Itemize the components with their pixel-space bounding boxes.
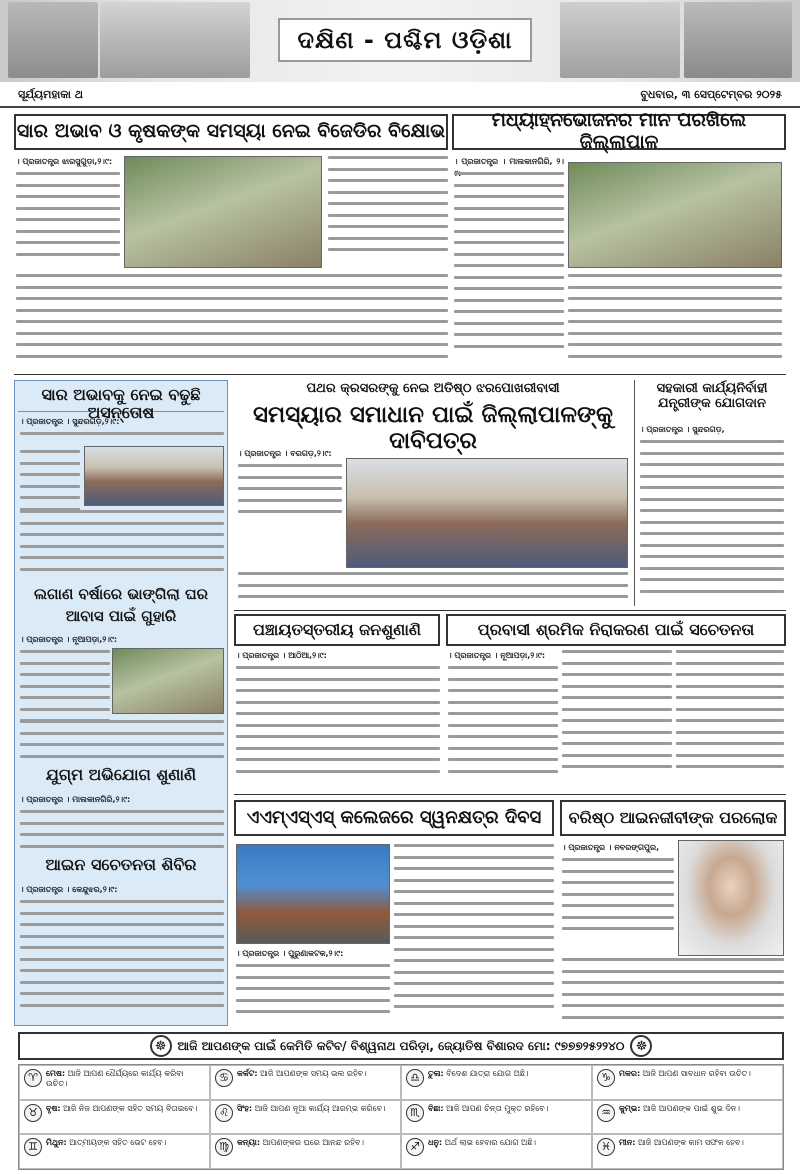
capricorn-icon: ♑ <box>597 1069 615 1087</box>
horoscope-taurus: ♉ ବୃଷ: ଆଜି ନିଜ ଆପଣଙ୍କ ସହିତ ସମୟ ବିତାଇବେ। <box>19 1100 210 1135</box>
sagittarius-icon: ♐ <box>406 1138 424 1156</box>
body-article-5 <box>640 440 784 606</box>
horoscope-leo: ♌ ସିଂହ: ଆଜି ଆପଣ ନୂଆ କାର୍ଯ୍ୟ ଆରମ୍ଭ କରିବେ। <box>210 1100 401 1135</box>
divider-a5 <box>634 380 635 606</box>
horoscope-pisces: ♓ ମୀନ: ଆଜି ଆପଣଙ୍କ କାମ ସଫଳ ହେବ। <box>592 1134 783 1169</box>
horoscope-scorpio: ♏ ବିଛା: ଆଜି ଆପଣ ଚିନ୍ତା ମୁକ୍ତ ରହିବେ। <box>401 1100 592 1135</box>
zodiac-wheel-icon-right: ☸ <box>630 1035 652 1057</box>
masthead-photo-boat <box>100 2 250 78</box>
headline-article-8: ପ୍ରବାସୀ ଶ୍ରମିକ ନିରାକରଣ ପାଇଁ ସଚେତନତା <box>446 614 786 646</box>
headline-article-6: ଲଗାଣ ବର୍ଷାରେ ଭାଙ୍ଗିଲା ଘର <box>33 585 209 603</box>
photo-article-6 <box>112 648 224 714</box>
headline-article-11: ବରିଷ୍ଠ ଆଇନଜୀବୀଙ୍କ ପରଲୋକ <box>560 800 786 836</box>
dateline-article-9: । ପ୍ରଜାତନ୍ତ୍ର । ମାଲକାନଗିରି,୨।୯: <box>20 795 131 804</box>
headline-article-10: ଏଏମ୍‌ଏସ୍‌ଏସ୍ କଲେଜରେ ସ୍ୱନକ୍ଷତ୍ର ଦିବସ <box>234 800 554 836</box>
dateline-article-8: । ପ୍ରଜାତନ୍ତ୍ର । ନୂଆପଡ଼ା,୨।୯: <box>448 651 546 660</box>
photo-article-3 <box>84 446 224 506</box>
body-article-11-col1 <box>562 858 674 948</box>
virgo-icon: ♍ <box>215 1138 233 1156</box>
kicker-article-4: ପଥର କ୍ରସରଙ୍କୁ ନେଇ ଅତିଷ୍ଠ ଝରପୋଖରୀବାସୀ <box>306 381 560 396</box>
dateline-article-12: । ପ୍ରଜାତନ୍ତ୍ର । କେନ୍ଦୁଝର,୨।୯: <box>20 885 118 894</box>
divider-mid <box>234 610 786 611</box>
leo-icon: ♌ <box>215 1104 233 1122</box>
horoscope-gemini: ♊ ମିଥୁନ: ଆତ୍ମୀୟଙ୍କ ସହିତ ଭେଟ ହେବ। <box>19 1134 210 1169</box>
body-article-4-col1 <box>238 464 342 524</box>
horoscope-aries: ♈ ମେଷ: ଆଜି ଆପଣ ଧୈର୍ଯ୍ୟରେ କାର୍ଯ୍ୟ କରିବା ଉଚିତ। <box>19 1065 210 1100</box>
dateline-article-4: । ପ୍ରଜାତନ୍ତ୍ର । ବରଗଡ଼,୨।୯: <box>238 449 332 458</box>
dateline-article-10: । ପ୍ରଜାତନ୍ତ୍ର । ପୁରୁଣାକଟକ,୨।୯: <box>236 949 344 958</box>
photo-article-11-portrait <box>678 840 784 956</box>
horoscope-libra: ♎ ତୁଳା: ବିଦେଶ ଯାତ୍ରା ଯୋଗ ଅଛି। <box>401 1065 592 1100</box>
horoscope-aquarius: ♒ କୁମ୍ଭ: ଆଜି ଆପଣଙ୍କ ପାଇଁ ଶୁଭ ଦିନ। <box>592 1100 783 1135</box>
horoscope-sagittarius: ♐ ଧନୁ: ଅର୍ଥ ଲାଭ ହେବାର ଯୋଗ ଅଛି। <box>401 1134 592 1169</box>
masthead-photo-people <box>560 2 680 78</box>
body-article-10-col2 <box>394 844 554 1024</box>
publication-date: ବୁଧବାର, ୩ ସେପ୍ଟେମ୍ବର ୨୦୨୫ <box>640 88 782 101</box>
body-article-6-bottom <box>20 720 224 760</box>
body-article-8-col1 <box>448 666 558 788</box>
horoscope-capricorn: ♑ ମକର: ଆଜି ଆପଣ ସାବଧାନ ରହିବା ଉଚିତ। <box>592 1065 783 1100</box>
dateline-bar <box>0 84 800 108</box>
divider-lower <box>234 794 786 795</box>
body-article-2-col1 <box>454 172 564 370</box>
body-article-2-col2 <box>568 274 782 370</box>
dateline-article-3: । ପ୍ରଜାତନ୍ତ୍ର । ସୁନ୍ଦରଗଡ଼,୨।୯: <box>20 417 120 426</box>
divider-top <box>14 374 786 375</box>
photo-article-10 <box>236 844 390 944</box>
headline-article-12: ଆଇନ ସଚେତନତା ଶିବିର <box>45 855 197 874</box>
masthead-photo-left <box>8 2 98 78</box>
dateline-article-1: । ପ୍ରଜାତନ୍ତ୍ର ଝାରସୁଗୁଡ଼ା,୨।୯: <box>16 157 113 166</box>
horoscope-title: ଆଜି ଆପଣଙ୍କ ପାଇଁ କେମିତି କଟିବ/ ବିଶ୍ୱନାଥ ପରିଡ଼ା, ଜ୍ୟୋତିଷ ବିଶାରଦ ମୋ: ୯୭୭୭୨୫୨୨୪୦ <box>177 1038 625 1053</box>
body-article-3-bottom <box>20 510 224 582</box>
photo-article-1 <box>124 156 322 268</box>
aries-icon: ♈ <box>24 1069 42 1087</box>
body-article-1-col1 <box>16 172 120 272</box>
body-article-7 <box>236 666 440 788</box>
body-article-1-bottom <box>16 274 448 370</box>
masthead <box>0 0 800 82</box>
headline-article-2: ମଧ୍ୟାହ୍ନଭୋଜନର ମାନ ପରଖିଲେ ଜିଲ୍ଲାପାଳ <box>452 114 786 150</box>
horoscope-cancer: ♋ କର୍କଟ: ଆଜି ଆପଣଙ୍କ ସମୟ ଭଲ ରହିବ। <box>210 1065 401 1100</box>
body-article-12 <box>20 900 224 1020</box>
body-article-11-bottom <box>562 958 784 1024</box>
photo-article-2 <box>568 162 782 268</box>
body-article-8-col3 <box>676 650 784 788</box>
headline-article-4: ସମସ୍ୟାର ସମାଧାନ ପାଇଁ ଜିଲ୍ଲାପାଳଙ୍କୁ ଦାବିପତ୍ର <box>253 402 613 455</box>
edition-label: ସୂର୍ଯ୍ୟମହାକା ଥ <box>18 88 83 101</box>
masthead-photo-right <box>684 2 792 78</box>
gemini-icon: ♊ <box>24 1138 42 1156</box>
body-article-8-col2 <box>562 650 672 788</box>
section-title: ଦକ୍ଷିଣ - ପଶ୍ଚିମ ଓଡ଼ିଶା <box>297 26 513 54</box>
subhead-article-6: ଆବାସ ପାଇଁ ଗୁହାରି <box>65 607 177 625</box>
headline-article-5: ସହକାରୀ କାର୍ଯ୍ୟନିର୍ବାହୀ ଯନ୍ତ୍ରୀଙ୍କ ଯୋଗଦାନ <box>656 381 768 411</box>
libra-icon: ♎ <box>406 1069 424 1087</box>
cancer-icon: ♋ <box>215 1069 233 1087</box>
body-article-4-bottom <box>238 572 628 606</box>
dateline-article-6: । ପ୍ରଜାତନ୍ତ୍ର । ନୂଆପଡ଼ା,୨।୯: <box>20 635 118 644</box>
horoscope-grid <box>18 1064 784 1170</box>
dateline-article-11: । ପ୍ରଜାତନ୍ତ୍ର । ନବରଙ୍ଗପୁର, <box>562 843 660 852</box>
body-article-9 <box>20 810 224 850</box>
pisces-icon: ♓ <box>597 1138 615 1156</box>
aquarius-icon: ♒ <box>597 1104 615 1122</box>
headline-article-1: ସାର ଅଭାବ ଓ କୃଷକଙ୍କ ସମସ୍ୟା ନେଇ ବିଜେଡିର ବିକ୍ଷୋଭ <box>14 114 448 150</box>
dateline-article-2: । ପ୍ରଜାତନ୍ତ୍ର । ମାଲକାନଗିରି, ୨। <box>454 157 564 166</box>
scorpio-icon: ♏ <box>406 1104 424 1122</box>
taurus-icon: ♉ <box>24 1104 42 1122</box>
body-article-10-col1 <box>236 964 390 1024</box>
section-title-box <box>278 18 532 62</box>
zodiac-wheel-icon: ☸ <box>150 1035 172 1057</box>
photo-article-4 <box>346 458 628 568</box>
headline-article-3: ସାର ଅଭାବକୁ ନେଇ ବଢୁଛି ଅସନ୍ତୋଷ <box>18 386 224 412</box>
horoscope-virgo: ♍ କନ୍ୟା: ଆପଣଙ୍କର ଘରେ ଆନନ୍ଦ ରହିବ। <box>210 1134 401 1169</box>
dateline-article-7: । ପ୍ରଜାତନ୍ତ୍ର । ଆଠିଆ,୨।୯: <box>236 651 327 660</box>
horoscope-header <box>18 1032 784 1060</box>
headline-article-7: ପଞ୍ଚାୟତସ୍ତରୀୟ ଜନଶୁଣାଣି <box>234 614 440 646</box>
body-article-1-col3 <box>328 156 448 272</box>
dateline-article-5: । ପ୍ରଜାତନ୍ତ୍ର । ସୁନ୍ଦରଗଡ଼, <box>640 425 725 434</box>
headline-article-9: ଯୁଗ୍ମ ଅଭିଯୋଗ ଶୁଣାଣି <box>45 765 197 784</box>
